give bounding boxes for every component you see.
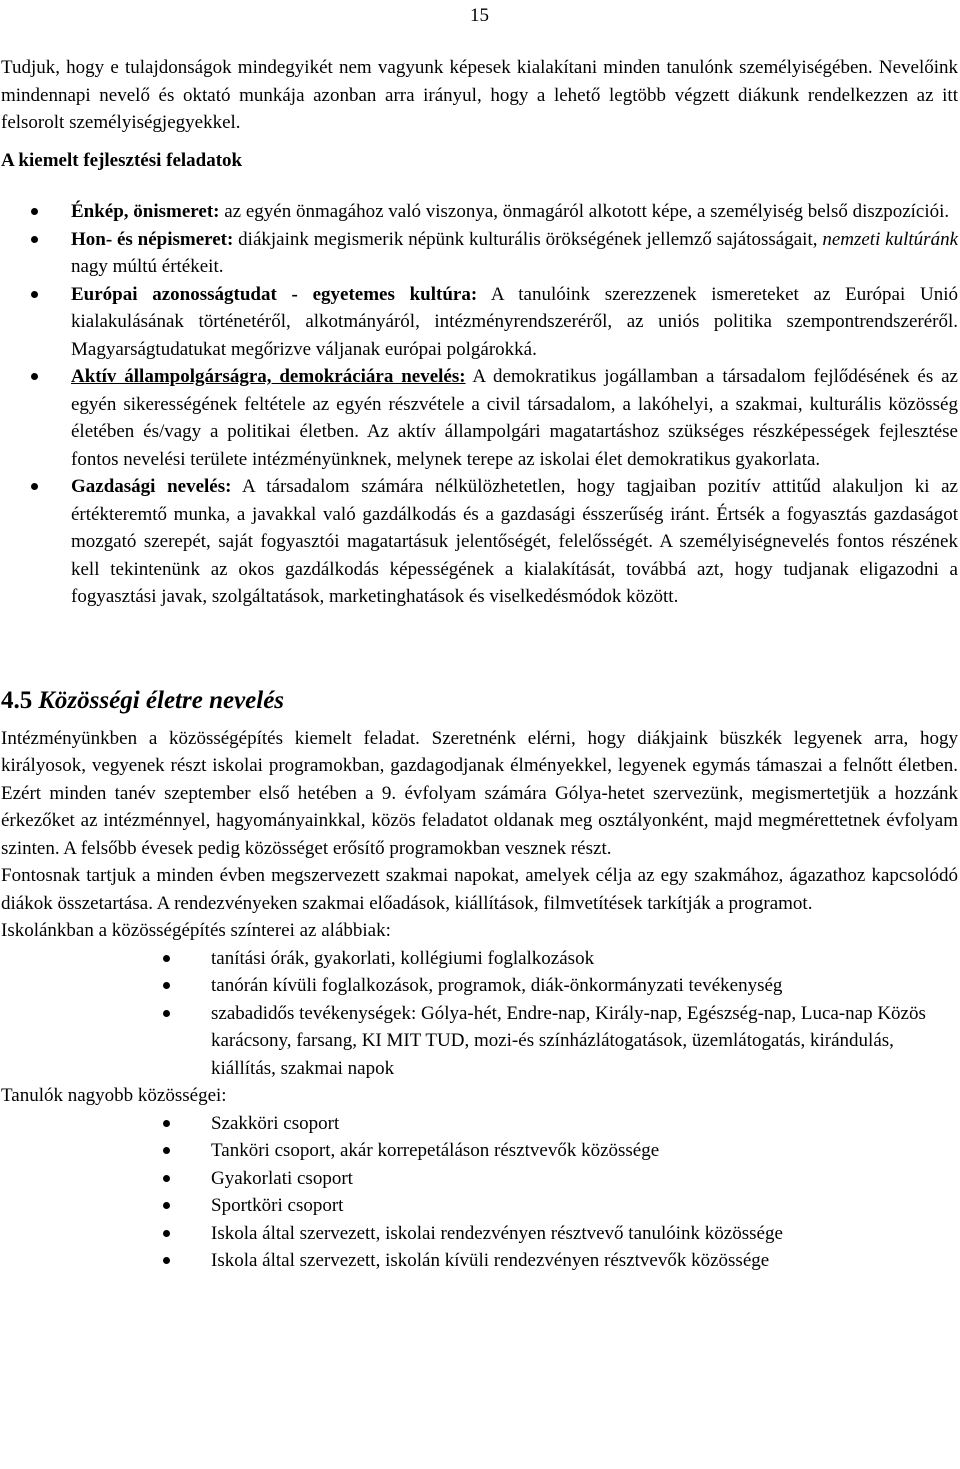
- venues-list: [1, 945, 958, 1083]
- list-item: Iskola által szervezett, iskolai rendezvényen résztvevő tanulóink közössége: [1, 1220, 958, 1248]
- list-item: Sportköri csoport: [1, 1192, 958, 1220]
- document-body: [1, 54, 958, 1275]
- task-term: Hon- és népismeret:: [71, 228, 234, 250]
- list-item: Gyakorlati csoport: [1, 1165, 958, 1193]
- task-text: nagy múltú értékeit.: [71, 256, 224, 277]
- list-item: Tanköri csoport, akár korrepetáláson résztvevők közössége: [1, 1137, 958, 1165]
- venues-intro: Iskolánkban a közösségépítés színterei az alábbiak:: [1, 920, 391, 941]
- section-number: 4.5: [1, 686, 33, 714]
- task-text: A tanulóink szerezzenek ismereteket az Európai Unió kialakulásának történetéről, alkotmányáról, intézményrendszeréről, az uniós politika szempontrendszeréről. Magyarságtudatukat megőrizve váljanak európai polgárokká.: [71, 283, 958, 360]
- task-text: diákjaink megismerik népünk kulturális örökségének jellemző sajátosságait,: [233, 228, 823, 250]
- tasks-list: [1, 198, 958, 611]
- list-item: tanítási órák, gyakorlati, kollégiumi foglalkozások: [1, 945, 958, 973]
- list-item: [1, 473, 958, 611]
- tasks-heading: A kiemelt fejlesztési feladatok: [1, 149, 243, 171]
- task-term: Gazdasági nevelés:: [71, 476, 232, 497]
- list-item: szabadidős tevékenységek: Gólya-hét, Endre-nap, Király-nap, Egészség-nap, Luca-nap Közös karácsony, farsang, KI MIT TUD, mozi-és színházlátogatások, üzemlátogatás, kirándulás, kiállítás, szakmai napok: [1, 1000, 958, 1083]
- task-text: A demokratikus jogállamban a társadalom fejlődésének és az egyén sikerességének feltétele az egyén részvétele a civil társadalom, a lakóhelyi, a szakmai, kulturális közösség életében és/vagy a politikai életben. Az aktív állampolgári magatartáshoz szükséges részképességek fejlesztése fontos nevelési területe intézményünknek, melynek terepe az iskolai élet demokratikus gyakorlata.: [71, 366, 958, 470]
- list-item: Szakköri csoport: [1, 1110, 958, 1138]
- list-item: [1, 198, 958, 226]
- groups-intro: Tanulók nagyobb közösségei:: [1, 1085, 227, 1106]
- professional-days-paragraph: Fontosnak tartjuk a minden évben megszervezett szakmai napokat, amelyek célja az egy szakmához, ágazathoz kapcsolódó diákok összetartása. A rendezvényeken szakmai előadások, kiállítások, filmvetítések tarkítják a programot.: [1, 865, 958, 914]
- list-item: [1, 363, 958, 473]
- task-term: Európai azonosságtudat - egyetemes kultúra:: [71, 283, 478, 305]
- intro-paragraph: Tudjuk, hogy e tulajdonságok mindegyikét nem vagyunk képesek kialakítani minden tanulónk személyiségében. Nevelőink mindennapi nevelő és oktató munkája azonban arra irányul, hogy a lehető legtöbb végzett diákunk rendelkezzen az itt felsorolt személyiségjegyekkel.: [1, 57, 958, 133]
- task-text-italic: nemzeti kultúránk: [822, 228, 958, 250]
- task-text: az egyén önmagához való viszonya, önmagáról alkotott képe, a személyiség belső diszpozíciói.: [219, 201, 950, 222]
- task-term: Aktív állampolgárságra, demokráciára nevelés:: [71, 366, 466, 387]
- groups-list: [1, 1110, 958, 1275]
- list-item: [1, 226, 958, 281]
- list-item: tanórán kívüli foglalkozások, programok, diák-önkormányzati tevékenység: [1, 972, 958, 1000]
- list-item: Iskola által szervezett, iskolán kívüli rendezvényen résztvevők közössége: [1, 1247, 958, 1275]
- community-paragraph: Intézményünkben a közösségépítés kiemelt feladat. Szeretnénk elérni, hogy diákjaink büszkék legyenek arra, hogy királyosok, vegyenek részt iskolai programokban, gazdagodjanak élményekkel, legyenek egymás támaszai a felnőtt életben. Ezért minden tanév szeptember első hetében a 9. évfolyam számára Gólya-hetet szervezünk, megismertetjük a hozzánk érkezőket az intézménnyel, hagyományainkkal, közös feladatot oldanak meg osztályonként, majd megmérettetnek évfolyam szinten. A felsőbb évesek pedig közösséget erősítő programokban vesznek részt.: [1, 727, 958, 859]
- page-number: 15: [470, 5, 489, 26]
- section-heading: [1, 685, 958, 717]
- section-title: Közösségi életre nevelés: [38, 686, 285, 714]
- task-term: Énkép, önismeret:: [71, 201, 220, 222]
- task-text: A társadalom számára nélkülözhetetlen, hogy tagjaiban pozitív attitűd alakuljon ki az értékteremtő munka, a javakkal való gazdálkodás és a gazdasági ésszerűség iránt. Értsék a fogyasztás gazdaságot mozgató szerepét, saját fogyasztói magatartásuk jelentőségét, felelősségét. A személyiségnevelés fontos részének kell tekintenünk az okos gazdálkodás képességének a kialakítását, továbbá azt, hogy tudjanak eligazodni a fogyasztási javak, szolgáltatások, marketinghatások és viselkedésmódok között.: [71, 476, 958, 607]
- list-item: [1, 281, 958, 364]
